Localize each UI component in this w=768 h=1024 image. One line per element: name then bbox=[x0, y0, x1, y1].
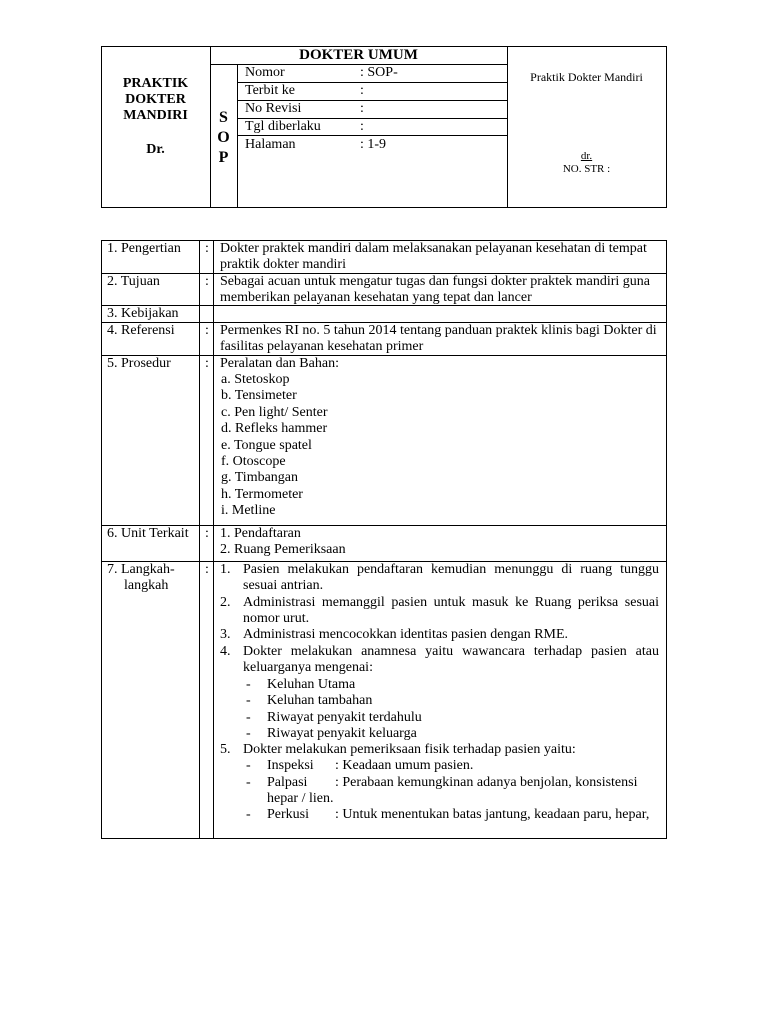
pengertian-line-1: Dokter praktek mandiri dalam melaksanakan pelayanan kesehatan di tempat bbox=[220, 241, 647, 256]
sop-letter-s: S bbox=[219, 109, 228, 126]
meta-label-tgl: Tgl diberlaku bbox=[245, 119, 321, 134]
equipment-item: f. Otoscope bbox=[221, 454, 286, 469]
bullet-dash: - bbox=[246, 726, 251, 741]
step-text: keluarganya mengenai: bbox=[243, 660, 373, 675]
practice-title: Praktik Dokter Mandiri bbox=[530, 70, 643, 84]
colon: : bbox=[205, 526, 209, 541]
step-number: 1. bbox=[220, 562, 231, 577]
exam-term: Perkusi bbox=[267, 807, 309, 822]
equipment-item: h. Termometer bbox=[221, 487, 303, 502]
referensi-line-2: fasilitas pelayanan kesehatan primer bbox=[220, 339, 424, 354]
doctor-name: Dr. bbox=[146, 142, 165, 157]
bullet-dash: - bbox=[246, 693, 251, 708]
equipment-item: b. Tensimeter bbox=[221, 388, 297, 403]
step-text: Administrasi mencocokkan identitas pasien dengan RME. bbox=[243, 627, 569, 642]
colon: : bbox=[205, 356, 209, 371]
sop-letter-o: O bbox=[217, 129, 230, 146]
step-number: 4. bbox=[220, 644, 231, 659]
unit-item: 2. Ruang Pemeriksaan bbox=[220, 542, 346, 557]
step-text: nomor urut. bbox=[243, 611, 310, 626]
clinic-name-line-2: DOKTER bbox=[125, 92, 186, 107]
clinic-name-line-3: MANDIRI bbox=[123, 108, 188, 123]
section-label-unit: 6. Unit Terkait bbox=[107, 526, 189, 541]
bullet-dash: - bbox=[246, 775, 251, 790]
clinic-name-line-1: PRAKTIK bbox=[122, 76, 189, 91]
anamnesa-item: Keluhan Utama bbox=[267, 677, 356, 692]
document-title: DOKTER UMUM bbox=[299, 47, 418, 63]
section-label-langkah-2: langkah bbox=[124, 578, 169, 593]
meta-value-terbit: : bbox=[360, 83, 364, 98]
bullet-dash: - bbox=[246, 677, 251, 692]
meta-label-terbit: Terbit ke bbox=[245, 83, 295, 98]
meta-label-revisi: No Revisi bbox=[245, 101, 302, 116]
section-label-prosedur: 5. Prosedur bbox=[107, 356, 171, 371]
meta-value-halaman: : 1-9 bbox=[360, 137, 387, 152]
meta-label-nomor: Nomor bbox=[245, 65, 285, 80]
unit-item: 1. Pendaftaran bbox=[220, 526, 301, 541]
str-number: NO. STR : bbox=[562, 163, 611, 175]
colon: : bbox=[205, 274, 209, 289]
exam-term: Inspeksi bbox=[267, 758, 314, 773]
meta-value-nomor: : SOP- bbox=[360, 65, 398, 80]
tujuan-line-2: memberikan pelayanan kesehatan yang tepat dan lancer bbox=[220, 290, 532, 305]
step-text: Dokter melakukan pemeriksaan fisik terhadap pasien yaitu: bbox=[243, 742, 576, 757]
equipment-item: e. Tongue spatel bbox=[221, 438, 312, 453]
meta-value-tgl: : bbox=[360, 119, 364, 134]
equipment-item: g. Timbangan bbox=[221, 470, 299, 485]
section-label-kebijakan: 3. Kebijakan bbox=[107, 306, 179, 321]
step-number: 2. bbox=[220, 595, 231, 610]
colon: : bbox=[205, 562, 209, 577]
section-label-pengertian: 1. Pengertian bbox=[107, 241, 181, 256]
step-text: sesuai antrian. bbox=[243, 578, 324, 593]
section-label-langkah-1: 7. Langkah- bbox=[107, 562, 175, 577]
bullet-dash: - bbox=[246, 758, 251, 773]
section-label-tujuan: 2. Tujuan bbox=[107, 274, 160, 289]
step-number: 3. bbox=[220, 627, 231, 642]
step-number: 5. bbox=[220, 742, 231, 757]
colon: : bbox=[205, 323, 209, 338]
exam-desc: : Keadaan umum pasien. bbox=[335, 758, 474, 773]
step-text: Dokter melakukan anamnesa yaitu wawancara terhadap pasien atau bbox=[243, 644, 659, 659]
step-text: Pasien melakukan pendaftaran kemudian menunggu di ruang tunggu bbox=[243, 562, 659, 577]
equipment-item: a. Stetoskop bbox=[221, 372, 290, 387]
equipment-item: d. Refleks hammer bbox=[221, 421, 328, 436]
pengertian-line-2: praktik dokter mandiri bbox=[220, 257, 346, 272]
anamnesa-item: Keluhan tambahan bbox=[267, 693, 373, 708]
prosedur-intro: Peralatan dan Bahan: bbox=[220, 356, 339, 371]
tujuan-line-1: Sebagai acuan untuk mengatur tugas dan fungsi dokter praktek mandiri guna bbox=[220, 274, 650, 289]
referensi-line-1: Permenkes RI no. 5 tahun 2014 tentang panduan praktek klinis bagi Dokter di bbox=[220, 323, 657, 338]
exam-desc: : Perabaan kemungkinan adanya benjolan, konsistensi bbox=[335, 775, 638, 790]
meta-value-revisi: : bbox=[360, 101, 364, 116]
section-label-referensi: 4. Referensi bbox=[107, 323, 175, 338]
anamnesa-item: Riwayat penyakit keluarga bbox=[267, 726, 417, 741]
bullet-dash: - bbox=[246, 807, 251, 822]
anamnesa-item: Riwayat penyakit terdahulu bbox=[267, 710, 422, 725]
exam-desc: : Untuk menentukan batas jantung, keadaan paru, hepar, bbox=[335, 807, 650, 822]
equipment-item: i. Metline bbox=[221, 503, 276, 518]
step-text: Administrasi memanggil pasien untuk masuk ke Ruang periksa sesuai bbox=[243, 595, 659, 610]
sop-letter-p: P bbox=[218, 149, 229, 166]
exam-desc-continued: hepar / lien. bbox=[267, 791, 334, 806]
equipment-item: c. Pen light/ Senter bbox=[221, 405, 328, 420]
colon: : bbox=[205, 241, 209, 256]
bullet-dash: - bbox=[246, 710, 251, 725]
meta-label-halaman: Halaman bbox=[245, 137, 296, 152]
signature-doctor: dr. bbox=[580, 150, 593, 162]
exam-term: Palpasi bbox=[267, 775, 308, 790]
